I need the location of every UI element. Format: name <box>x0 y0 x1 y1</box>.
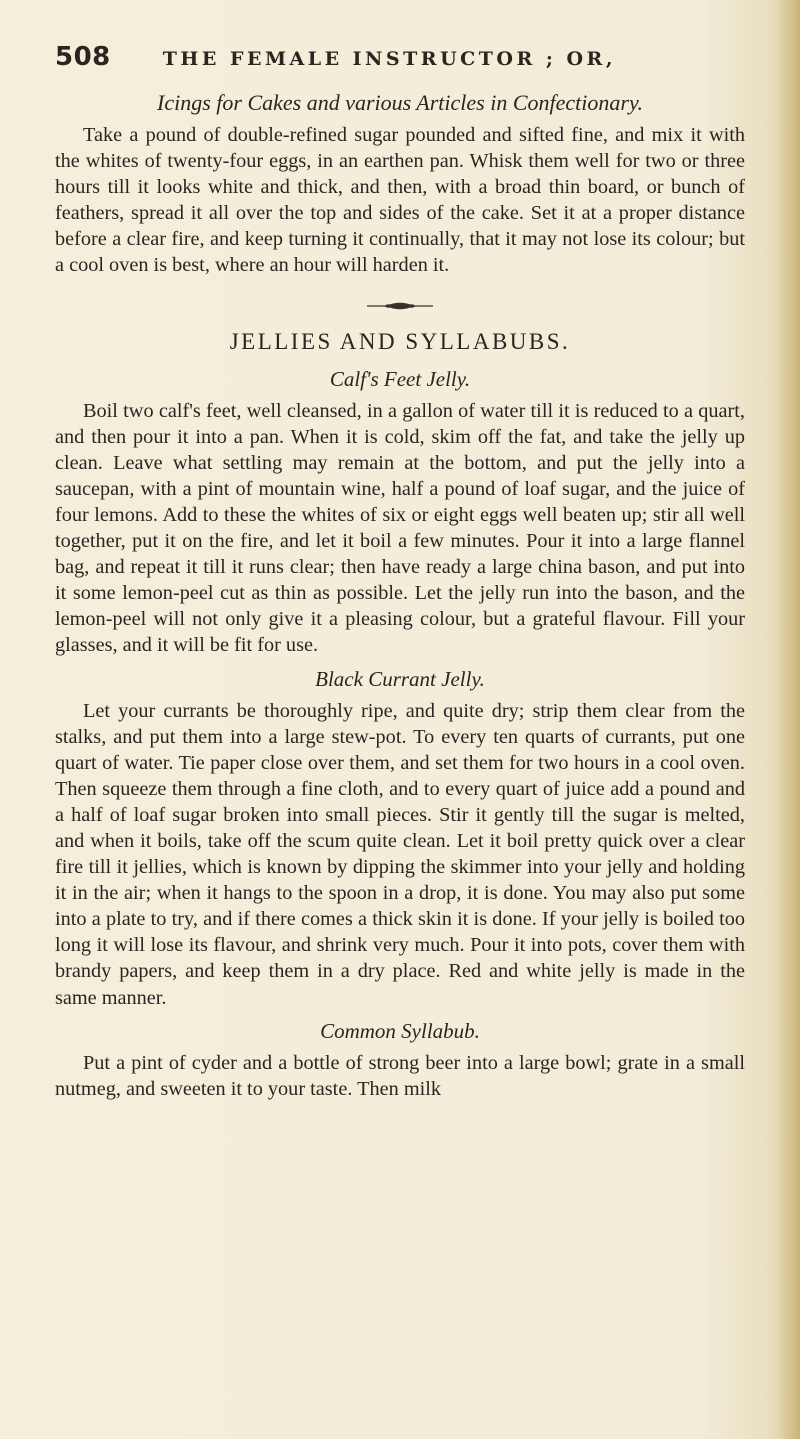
recipe-text: Put a pint of cyder and a bottle of strong beer into a large bowl; grate in a small nutmeg, and sweeten it to your taste. Then milk <box>55 1051 745 1100</box>
recipe-text: Boil two calf's feet, well cleansed, in a gallon of water till it is reduced to a quart, and then pour it into a pan. When it is cold, skim off the fat, and take the jelly up clean. Leave what settling may remain at the bottom, and put the jelly into a saucepan, with a pint of mountain wine, half a pound of loaf sugar, and the juice of four lemons. Add to these the whites of six or eight eggs well beaten up; stir all well together, put it on the fire, and let it boil a few minutes. Pour it into a large flannel bag, and repeat it till it runs clear; then have ready a large china bason, and put into it some lemon-peel cut as thin as possible. Let the jelly run into the bason, and the lemon-peel will not only give it a pleasing colour, but a grateful flavour. Fill your glasses, and it will be fit for use. <box>55 399 745 657</box>
ornamental-divider <box>55 301 745 311</box>
page-edge <box>778 0 800 1439</box>
icings-heading: Icings for Cakes and various Articles in Confectionary. <box>157 90 643 115</box>
running-title: THE FEMALE INSTRUCTOR ; OR, <box>162 48 616 70</box>
running-head <box>55 42 745 72</box>
recipe-title: Common Syllabub. <box>320 1018 480 1043</box>
icings-paragraph: Take a pound of double-refined sugar pounded and sifted fine, and mix it with the whites of twenty-four eggs, in an earthen pan. Whisk them well for two or three hours till it looks white and thick, and then, with a broad thin board, or bunch of feathers, spread it all over the top and sides of the cake. Set it at a proper distance before a clear fire, and keep turning it continually, that it may not lose its colour; but a cool oven is best, where an hour will harden it. <box>55 124 745 277</box>
recipe-title: Calf's Feet Jelly. <box>329 366 471 391</box>
recipe-text: Let your currants be thoroughly ripe, and quite dry; strip them clear from the stalks, and put them into a large stew-pot. To every ten quarts of currants, put one quart of water. Tie paper close over them, and set them for two hours in a cool oven. Then squeeze them through a fine cloth, and to every quart of juice add a pound and a half of loaf sugar broken into small pieces. Stir it gently till the sugar is melted, and when it boils, take off the scum quite clean. Let it boil pretty quick over a clear fire till it jellies, which is known by dipping the skimmer into your jelly and holding it in the air; when it hangs to the spoon in a drop, it is done. You may also put some into a plate to try, and if there comes a thick skin it is done. If your jelly is boiled too long it will lose its flavour, and shrink very much. Pour it into pots, cover them with brandy papers, and keep them in a dry place. Red and white jelly is made in the same manner. <box>55 699 745 1009</box>
section-title: JELLIES AND SYLLABUBS. <box>229 328 571 354</box>
page-content <box>55 42 745 1102</box>
recipe-title: Black Currant Jelly. <box>315 666 485 691</box>
page-number: 508 <box>55 42 111 72</box>
divider-ornament-icon <box>365 301 435 311</box>
